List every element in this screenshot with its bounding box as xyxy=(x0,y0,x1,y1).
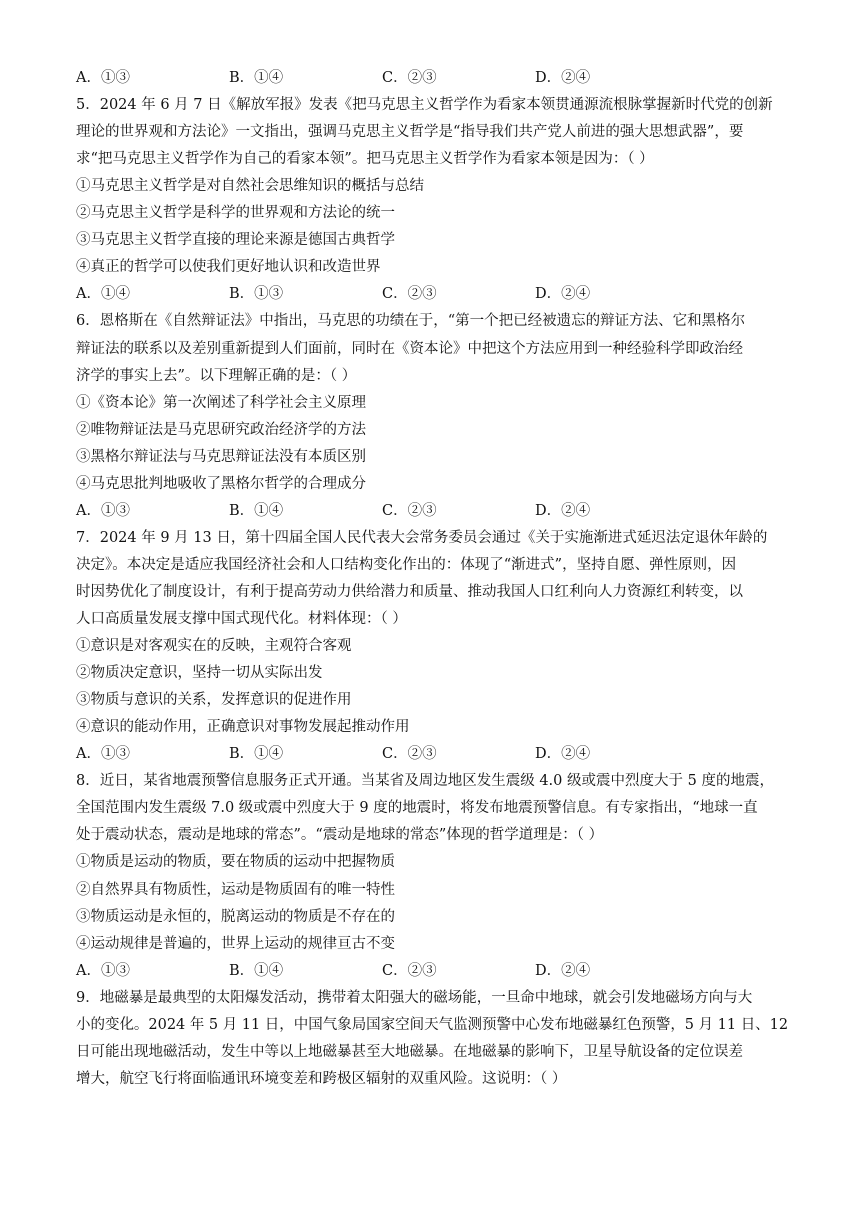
answer-option-b: B．①④ xyxy=(229,503,284,519)
statement-item: ③物质运动是永恒的，脱离运动的物质是不存在的 xyxy=(76,909,395,925)
text-line: 济学的事实上去”。以下理解正确的是：（ ） xyxy=(76,368,357,384)
answer-option-c: C．②③ xyxy=(382,70,437,86)
statement-item: ①《资本论》第一次阐述了科学社会主义原理 xyxy=(76,395,366,411)
statement-item: ①意识是对客观实在的反映，主观符合客观 xyxy=(76,638,352,654)
answer-option-b: B．①④ xyxy=(229,963,284,979)
answer-option-d: D．②④ xyxy=(535,286,591,302)
answer-options-row xyxy=(76,284,788,304)
statement-item: ③物质与意识的关系，发挥意识的促进作用 xyxy=(76,692,352,708)
answer-option-b: B．①④ xyxy=(229,70,284,86)
answer-option-a: A．①④ xyxy=(76,286,130,302)
answer-options-row xyxy=(76,68,788,88)
question-stem-line: 5．2024 年 6 月 7 日《解放军报》发表《把马克思主义哲学作为看家本领贯通源流根脉掌握新时代党的创新 xyxy=(76,97,773,113)
statement-item: ③黑格尔辩证法与马克思辩证法没有本质区别 xyxy=(76,449,366,465)
statement-item: ②马克思主义哲学是科学的世界观和方法论的统一 xyxy=(76,205,395,221)
question-stem-line: 8．近日，某省地震预警信息服务正式开通。当某省及周边地区发生震级 4.0 级或震中烈度大于 5 度的地震， xyxy=(76,773,774,789)
text-line: 求“把马克思主义哲学作为自己的看家本领”。把马克思主义哲学作为看家本领是因为：（ ） xyxy=(76,151,654,167)
answer-options-row xyxy=(76,501,788,521)
answer-option-d: D．②④ xyxy=(535,70,591,86)
answer-option-c: C．②③ xyxy=(382,503,437,519)
statement-item: ④意识的能动作用，正确意识对事物发展起推动作用 xyxy=(76,719,410,735)
text-line: 日可能出现地磁活动，发生中等以上地磁暴甚至大地磁暴。在地磁暴的影响下，卫星导航设备的定位误差 xyxy=(76,1044,743,1060)
answer-options-row xyxy=(76,744,788,764)
answer-option-b: B．①④ xyxy=(229,746,284,762)
statement-item: ④真正的哲学可以使我们更好地认识和改造世界 xyxy=(76,259,381,275)
statement-item: ④马克思批判地吸收了黑格尔哲学的合理成分 xyxy=(76,476,366,492)
statement-item: ②物质决定意识，坚持一切从实际出发 xyxy=(76,665,323,681)
statement-item: ④运动规律是普遍的，世界上运动的规律亘古不变 xyxy=(76,936,395,952)
statement-item: ③马克思主义哲学直接的理论来源是德国古典哲学 xyxy=(76,232,395,248)
question-stem-line: 9．地磁暴是最典型的太阳爆发活动，携带着太阳强大的磁场能，一旦命中地球，就会引发地磁场方向与大 xyxy=(76,990,753,1006)
statement-item: ②自然界具有物质性，运动是物质固有的唯一特性 xyxy=(76,882,395,898)
answer-option-b: B．①③ xyxy=(229,286,284,302)
question-stem-line: 6．恩格斯在《自然辩证法》中指出，马克思的功绩在于，“第一个把已经被遗忘的辩证方法、它和黑格尔 xyxy=(76,313,746,329)
answer-option-d: D．②④ xyxy=(535,963,591,979)
answer-option-a: A．①③ xyxy=(76,963,130,979)
answer-option-a: A．①③ xyxy=(76,746,130,762)
answer-option-c: C．②③ xyxy=(382,286,437,302)
text-line: 理论的世界观和方法论》一文指出，强调马克思主义哲学是“指导我们共产党人前进的强大思想武器”，要 xyxy=(76,124,744,140)
text-line: 处于震动状态，震动是地球的常态”。“震动是地球的常态”体现的哲学道理是：（ ） xyxy=(76,827,604,843)
answer-option-d: D．②④ xyxy=(535,746,591,762)
text-line: 小的变化。2024 年 5 月 11 日，中国气象局国家空间天气监测预警中心发布地磁暴红色预警，5 月 11 日、12 xyxy=(76,1017,789,1033)
answer-option-c: C．②③ xyxy=(382,746,437,762)
answer-options-row xyxy=(76,961,788,981)
text-line: 辩证法的联系以及差别重新提到人们面前，同时在《资本论》中把这个方法应用到一种经验科学即政治经 xyxy=(76,341,743,357)
answer-option-d: D．②④ xyxy=(535,503,591,519)
question-stem-line: 7．2024 年 9 月 13 日，第十四届全国人民代表大会常务委员会通过《关于实施渐进式延迟法定退休年龄的 xyxy=(76,530,768,546)
statement-item: ②唯物辩证法是马克思研究政治经济学的方法 xyxy=(76,422,366,438)
statement-item: ①物质是运动的物质，要在物质的运动中把握物质 xyxy=(76,854,395,870)
text-line: 人口高质量发展支撑中国式现代化。材料体现：（ ） xyxy=(76,611,407,627)
answer-option-a: A．①③ xyxy=(76,503,130,519)
answer-option-a: A．①③ xyxy=(76,70,130,86)
text-line: 决定》。本决定是适应我国经济社会和人口结构变化作出的：体现了“渐进式”，坚持自愿、弹性原则，因 xyxy=(76,557,737,573)
text-line: 全国范围内发生震级 7.0 级或震中烈度大于 9 度的地震时，将发布地震预警信息。有专家指出，“地球一直 xyxy=(76,800,758,816)
text-line: 时因势优化了制度设计，有利于提高劳动力供给潜力和质量、推动我国人口红利向人力资源红利转变，以 xyxy=(76,584,743,600)
text-line: 增大，航空飞行将面临通讯环境变差和跨极区辐射的双重风险。这说明：（ ） xyxy=(76,1071,567,1087)
answer-option-c: C．②③ xyxy=(382,963,437,979)
statement-item: ①马克思主义哲学是对自然社会思维知识的概括与总结 xyxy=(76,178,424,194)
